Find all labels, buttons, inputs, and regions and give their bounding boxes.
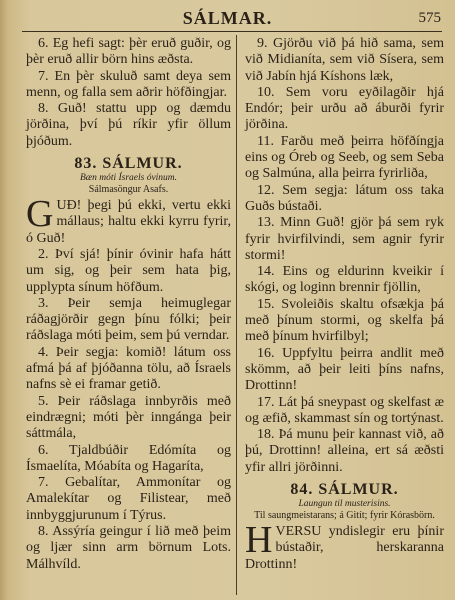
page-title: SÁLMAR. bbox=[182, 8, 273, 28]
psalm-subtitle: Bæn móti Ísraels óvinum. bbox=[79, 173, 178, 184]
verse: 14. Eins og eldurinn kveikir í skógi, og loginn brennir fjöllin, bbox=[245, 264, 444, 296]
verse: 7. Gebalítar, Ammonítar og Amalekítar og Filistear, með innbyggjurunum í Týrus. bbox=[26, 475, 231, 523]
verse: 15. Svoleiðis skaltu ofsækja þá með þínum stormi, og skelfa þá með þínum hvirfilbyl; bbox=[245, 296, 444, 345]
verse: 9. Gjörðu við þá hið sama, sem við Midianíta, sem við Sísera, sem við Jabín hjá Kíshons læk, bbox=[245, 36, 444, 84]
psalm-superscription: Sálmasöngur Asafs. bbox=[88, 184, 169, 196]
page-number: 575 bbox=[418, 10, 441, 26]
first-verse-text: UÐ! þegi þú ekki, vertu ekki mállaus; haltu ekki kyrru fyrir, ó Guð! bbox=[26, 198, 231, 246]
drop-cap: H bbox=[245, 519, 273, 562]
verse: 6. Eg hefi sagt: þèr eruð guðir, og þèr eruð allir börn hins æðsta. bbox=[26, 36, 231, 68]
verse: 7. En þèr skuluð samt deya sem menn, og falla sem aðrir höfðingjar. bbox=[26, 68, 231, 100]
verse: 10. Sem voru eyðilagðir hjá Endór; þeir urðu að áburði fyrir jörðina. bbox=[245, 84, 444, 133]
verse: 5. Þeir ráðslaga innbyrðis með eindrægni; móti þèr inngánga þeir sáttmála, bbox=[26, 393, 231, 442]
verse: 12. Sem segja: látum oss taka Guðs bústaði. bbox=[245, 182, 444, 214]
verse: 4. Þeir segja: komið! látum oss afmá þá af þjóðanna tölu, að Ísraels nafns sè ei framar getið. bbox=[26, 344, 231, 393]
header-rule bbox=[22, 31, 442, 32]
running-header bbox=[0, 8, 455, 30]
verse: 8. Guð! stattu upp og dæmdu jörðina, því þú ríkir yfir öllum þjóðum. bbox=[26, 101, 231, 149]
drop-cap: G bbox=[26, 193, 54, 236]
verse: 8. Assýría geingur í lið með þeim og ljær sinn arm börnum Lots. Málhvíld. bbox=[26, 524, 231, 572]
right-column bbox=[245, 36, 444, 573]
psalm-heading: 84. SÁLMUR. bbox=[290, 481, 399, 499]
left-column bbox=[26, 36, 231, 573]
psalm-superscription: Til saungmeistarans; á Gitít; fyrir Kórasbörn. bbox=[254, 510, 435, 522]
psalm-heading: 83. SÁLMUR. bbox=[74, 155, 183, 173]
first-verse bbox=[26, 193, 231, 247]
verse: 17. Lát þá sneypast og skelfast æ og æfið, skammast sín og tortýnast. bbox=[245, 394, 444, 426]
column-divider bbox=[236, 35, 237, 595]
verse: 13. Minn Guð! gjör þá sem ryk fyrir hvirfilvindi, sem agnir fyrir stormi! bbox=[245, 215, 444, 263]
first-verse bbox=[245, 519, 444, 573]
verse: 18. Þá munu þeir kannast við, að þú, Drottinn! alleina, ert sá æðsti yfir allri jörðinni. bbox=[245, 427, 444, 475]
first-verse-text: VERSU yndislegir eru þínir bústaðir, herskaranna Drottinn! bbox=[245, 524, 444, 572]
verse: 2. Því sjá! þínir óvinir hafa hátt um sig, og þeir sem hata þig, upplypta sínum höfðum. bbox=[26, 246, 231, 295]
verse: 3. Þeir semja heimuglegar ráðagjörðir gegn þínu fólki; þeir ráðslaga móti þeim, sem þú verndar. bbox=[26, 295, 231, 344]
verse: 16. Uppfyltu þeirra andlit með skömm, að þeir leiti þíns nafns, Drottinn! bbox=[245, 345, 444, 394]
psalm-subtitle: Laungun til musterisins. bbox=[298, 499, 391, 510]
verse: 11. Farðu með þeirra höfðíngja eins og Óreb og Seeb, og sem Seba og Salmúna, alla þeirra fyrirliða, bbox=[245, 133, 444, 182]
verse: 6. Tjaldbúðir Edómíta og Ísmaelíta, Móabíta og Hagaríta, bbox=[26, 442, 231, 474]
